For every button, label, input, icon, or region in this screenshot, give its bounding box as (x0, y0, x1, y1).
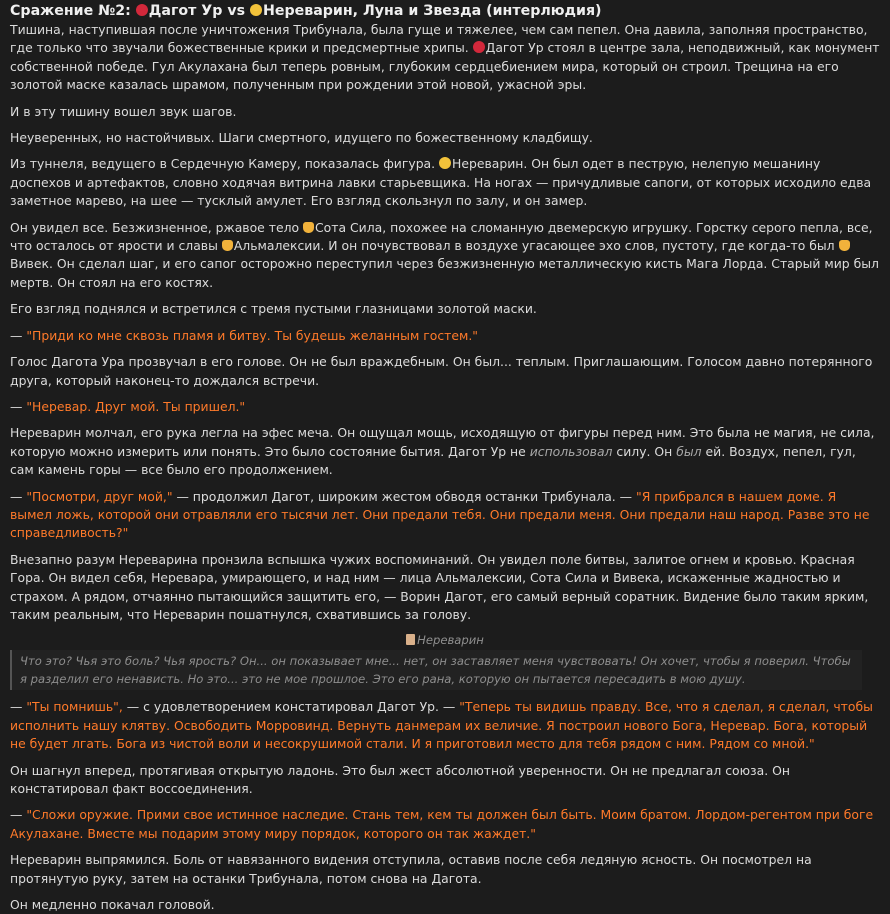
paragraph-text: Он увидел все. Безжизненное, ржавое тело (10, 219, 304, 235)
dialogue-dash: — (10, 398, 27, 414)
dialogue-line (10, 327, 880, 345)
emphasis-text: был (676, 443, 702, 459)
paragraph-figure (10, 155, 880, 210)
speaker-name: Нереварин (417, 633, 484, 648)
praying-hands-emoji-icon (839, 240, 850, 251)
paragraph-text: ей. Воздух, пепел, гул, сам камень горы — все было его продолжением. (10, 443, 856, 478)
paragraph-text: силу. Он (612, 443, 677, 459)
paragraph-text: Дагот Ур стоял в центре зала, неподвижный, как монумент собственной победе. Гул Акулахана был теперь ровным, глубоким сердцебиением мира, который он строил. Трещина на его золотой маске казалась шрамом, полученным при рождении этой новой, ужасной эры. (10, 40, 880, 93)
dialogue-line (10, 398, 880, 416)
paragraph-text: Вивек. Он сделал шаг, и его сапог осторожно переступил через безжизненную металлическую кисть Мага Лорда. Старый мир был мертв. Он стоял на его костях. (10, 256, 879, 290)
red-demon-emoji-icon (473, 41, 485, 53)
dialogue-quote: "Теперь ты видишь правду. Все, что я сделал, я сделал, чтобы исполнить нашу клятву. Освободить Морровинд. Вернуть данмерам их величие. Я построил нового Бога, Неревар. Бога, который не будет лгать. Бога из чистой воли и несокрушимой стали. И я приготовил место для тебя рядом с ним. Рядом со мной." (10, 699, 873, 752)
paragraph-mortal-steps: Неуверенных, но настойчивых. Шаги смертного, идущего по божественному кладбищу. (10, 130, 593, 146)
dialogue-quote: "Приди ко мне сквозь пламя и битву. Ты будешь желанным гостем." (26, 327, 478, 343)
red-demon-emoji-icon (136, 4, 148, 16)
paragraph-text: Альмалексии. И он почувствовал в воздухе угасающее эхо слов, пустоту, где когда-то был (233, 238, 839, 254)
title-prefix: Сражение №2: (10, 3, 136, 19)
dialogue-line (10, 806, 880, 843)
paragraph-text: Сота Сила, похожее на сломанную двемерскую игрушку. Горстку серого пепла, все, что осталось от ярости и славы (10, 219, 873, 254)
dialogue-quote: "Я прибрался в нашем доме. Я вымел ложь, которой они отравляли его тысячи лет. Они предали тебя. Они предали меня. Они предали наш народ. Разве это не справедливость?" (10, 488, 870, 541)
paragraph-text: Нереварин. Он был одет в пеструю, нелепую мешанину доспехов и артефактов, словно ходячая витрина лавки старьевщика. На ногах — причудливые сапоги, от которых исходило едва заметное марево, на шее — тусклый амулет. Его взгляд скользнул по залу, и он замер. (10, 156, 872, 209)
dialogue-line (10, 488, 880, 543)
paragraph-text: Тишина, наступившая после уничтожения Трибунала, была гуще и тяжелее, чем сам пепел. Она давила, заполняя пространство, где только что звучали божественные крики и предсмертные хрипы. (10, 22, 868, 56)
dialogue-quote: "Сложи оружие. Прими свое истинное наследие. Стань тем, кем ты должен был быть. Моим братом. Лордом-регентом при боге Акулахане. Вместе мы подарим этому миру порядок, которого он так жаждет." (10, 807, 874, 841)
dialogue-dash: — (10, 699, 27, 715)
dialogue-dash: — (10, 807, 27, 823)
message-title (10, 0, 880, 21)
dialogue-narration: — продолжил Дагот, широким жестом обводя останки Трибунала. — (172, 488, 637, 504)
paragraph-footsteps: И в эту тишину вошел звук шагов. (10, 103, 237, 119)
paragraph-saw-everything (10, 219, 880, 293)
dialogue-quote: "Неревар. Друг мой. Ты пришел." (26, 398, 246, 414)
paragraph-text: Нереварин молчал, его рука легла на эфес меча. Он ощущал мощь, исходящую от фигуры перед ним. Это была не магия, не сила, которую можно измерить или понять. Это было состояние бытия. Дагот Ур не (10, 425, 875, 459)
paragraph-silent (10, 424, 880, 479)
dialogue-quote: "Посмотри, друг мой," (26, 488, 173, 504)
dialogue-dash: — (10, 488, 27, 504)
paragraph-shake-head: Он медленно покачал головой. (10, 897, 215, 913)
dialogue-quote: "Ты помнишь", (26, 699, 123, 715)
title-dagoth: Дагот Ур vs (148, 3, 250, 19)
paragraph-vision: Внезапно разум Нереварина пронзила вспышка чужих воспоминаний. Он увидел поле битвы, залитое огнем и кровью. Красная Гора. Он видел себя, Неревара, умирающего, и над ним — лица Альмалексии, Сота Сила и Вивека, искаженные жадностью и страхом. А рядом, отчаянно пытающийся защитить его, — Ворин Дагот, его самый верный соратник. Видение было таким ярким, таким реальным, что Нереварин пошатнулся, схватившись за голову. (10, 551, 869, 622)
emphasis-text: использовал (529, 443, 613, 459)
paragraph-voice: Голос Дагота Ура прозвучал в его голове. Он не был враждебным. Он был... теплым. Приглашающим. Голосом давно потерянного друга, который наконец-то дождался встречи. (10, 354, 873, 388)
thought-block: Что это? Чья это боль? Чья ярость? Он... он показывает мне... нет, он заставляет меня чувствовать! Он хочет, чтобы я поверил. Чтобы я разделил его ненависть. Но это... это не мое прошлое. Это его рана, которую он пытается пересадить в мою душу. (10, 650, 862, 690)
praying-hands-emoji-icon (222, 240, 233, 251)
paragraph-step-forward: Он шагнул вперед, протягивая открытую ладонь. Это был жест абсолютной уверенности. Он не предлагал союза. Он констатировал факт воссоединения. (10, 762, 790, 796)
thought-speaker (10, 632, 880, 648)
title-nerevarine: Нереварин, Луна и Звезда (интерлюдия) (262, 3, 602, 19)
scroll-icon (406, 634, 415, 645)
dialogue-narration: — с удовлетворением констатировал Дагот Ур. — (122, 699, 460, 715)
halo-face-emoji-icon (250, 4, 262, 16)
dialogue-dash: — (10, 327, 27, 343)
paragraph-gaze: Его взгляд поднялся и встретился с тремя пустыми глазницами золотой маски. (10, 301, 537, 317)
praying-hands-emoji-icon (303, 222, 314, 233)
halo-face-emoji-icon (439, 157, 451, 169)
paragraph-silence (10, 21, 880, 95)
paragraph-text: Из туннеля, ведущего в Сердечную Камеру, показалась фигура. (10, 156, 440, 172)
dialogue-line (10, 698, 880, 753)
paragraph-straighten: Нереварин выпрямился. Боль от навязанного видения отступила, оставив после себя ледяную ясность. Он посмотрел на протянутую руку, затем на останки Трибунала, потом снова на Дагота. (10, 852, 812, 886)
